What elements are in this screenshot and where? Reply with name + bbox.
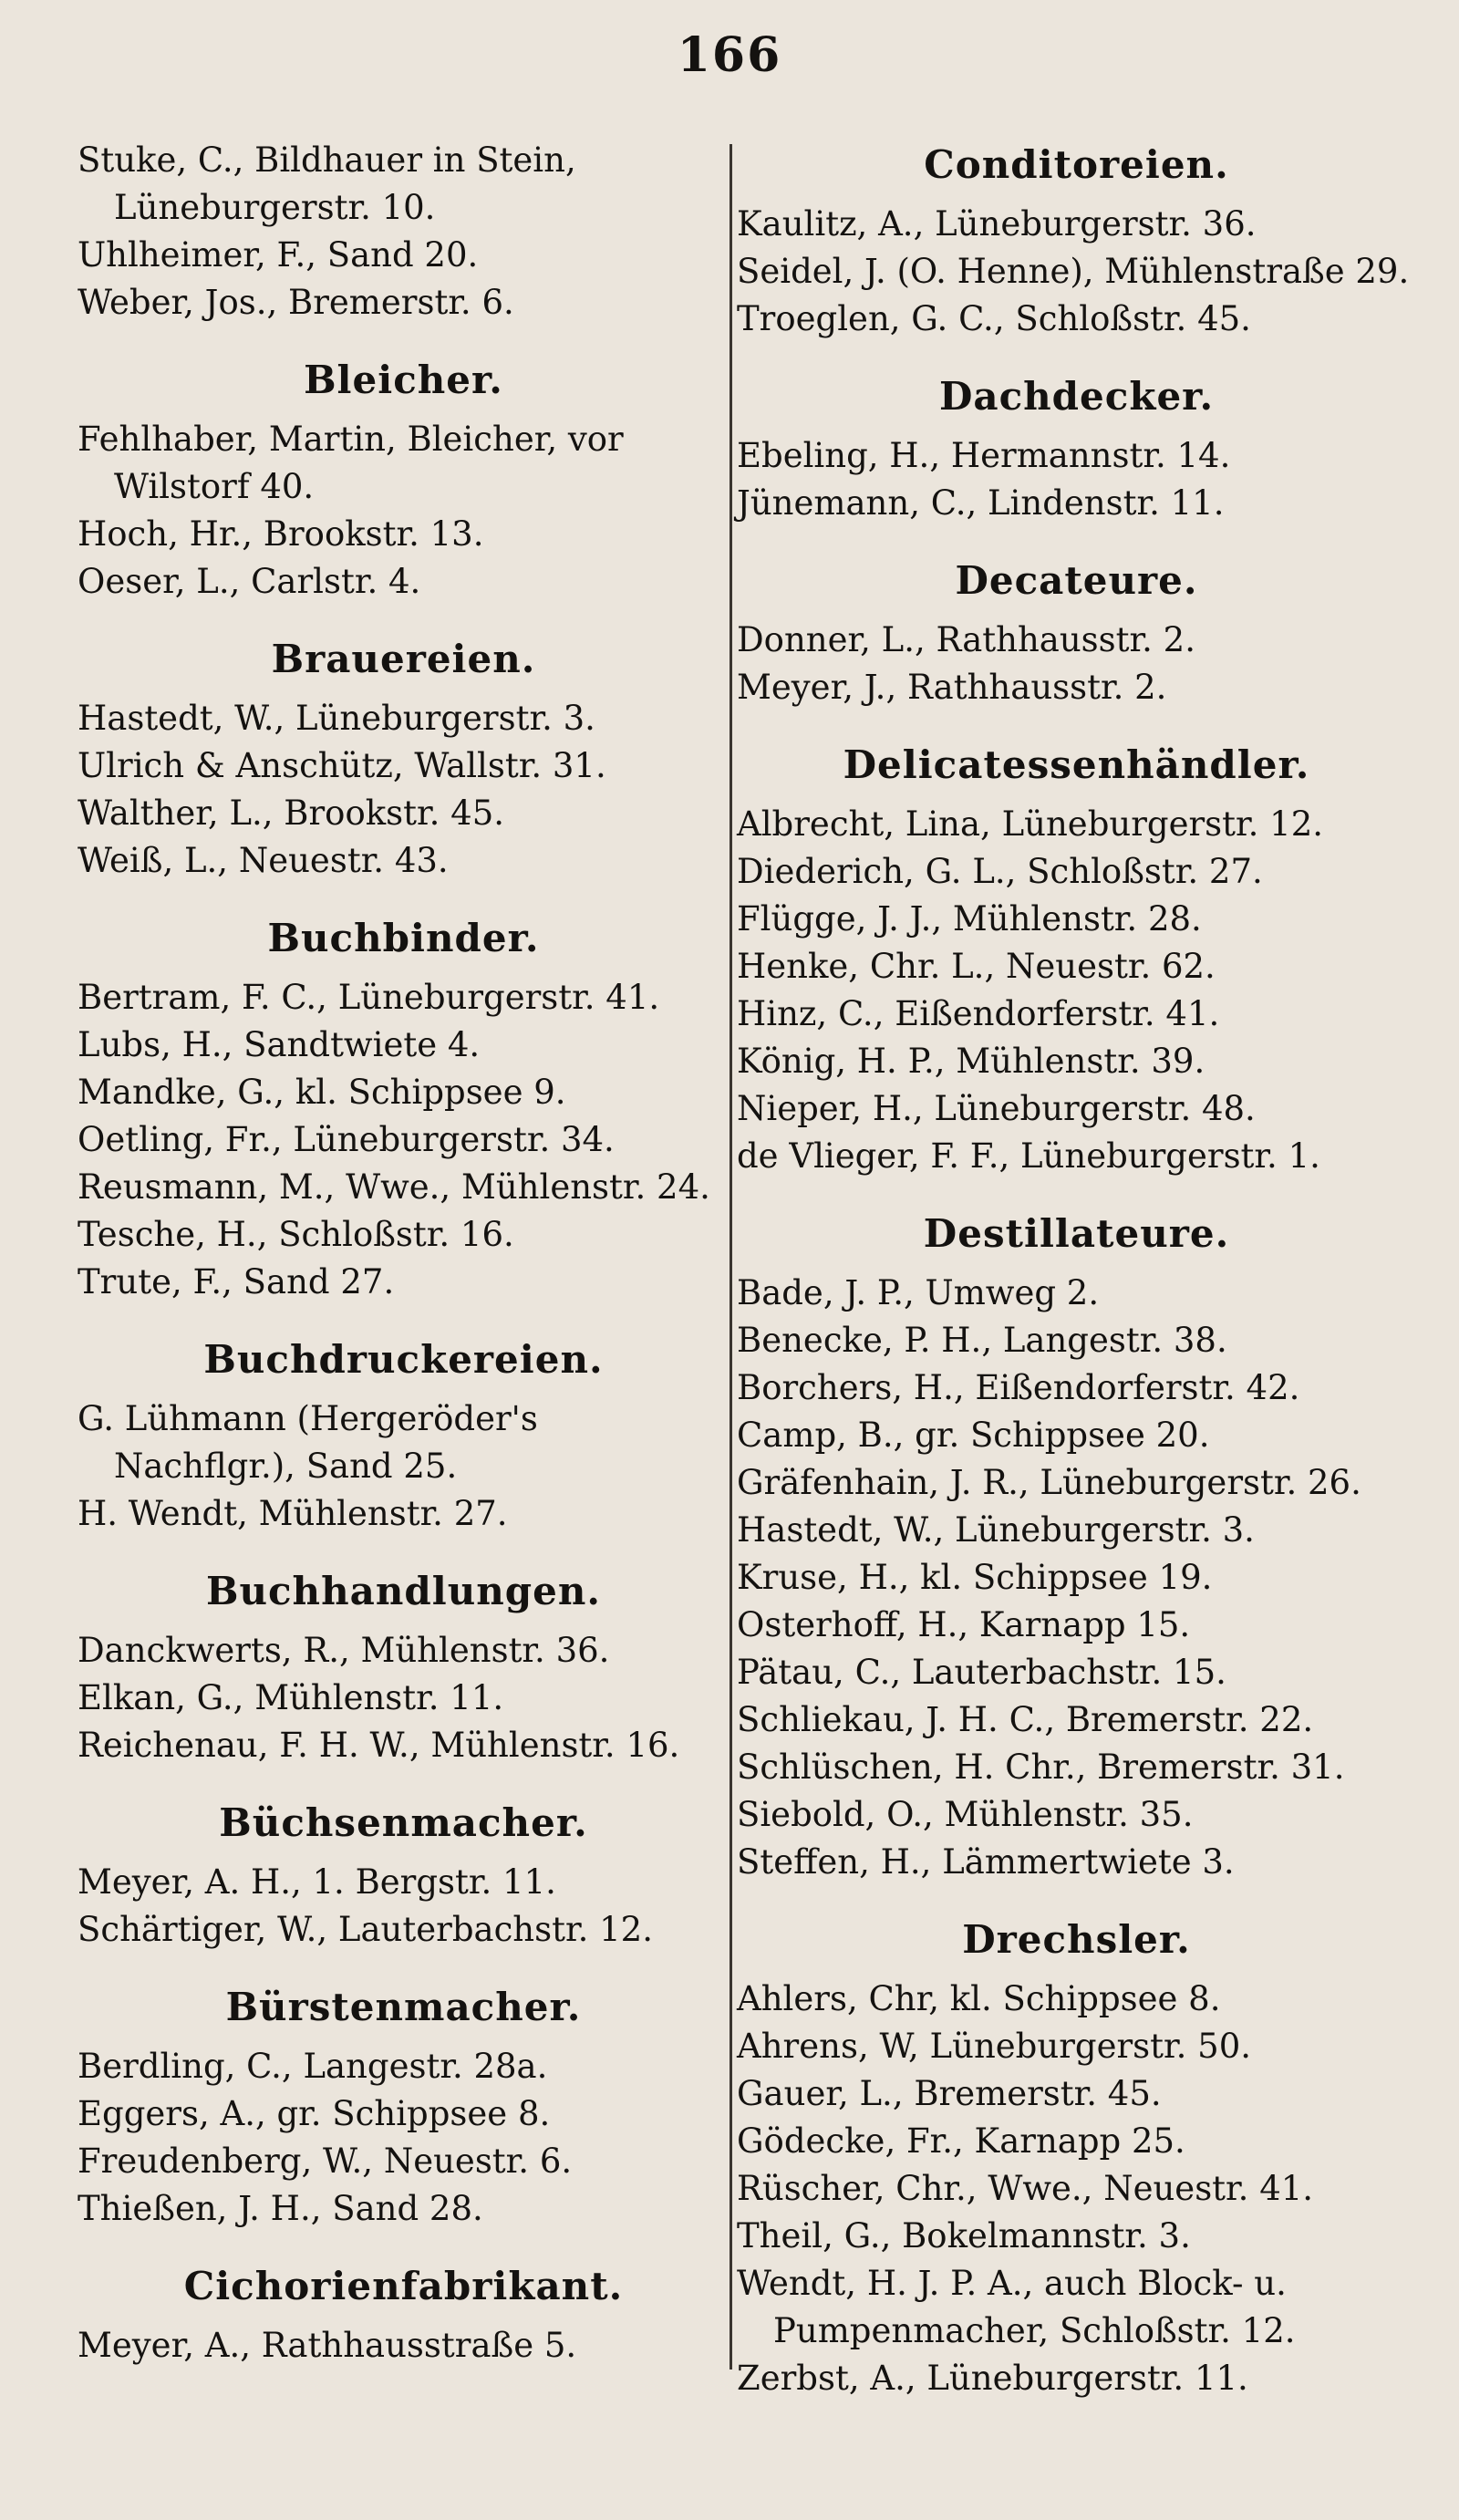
left-column <box>78 137 730 2370</box>
entry: Reichenau, F. H. W., Mühlenstr. 16. <box>78 1726 680 1765</box>
section-decateure <box>737 553 1416 711</box>
entry: Lubs, H., Sandtwiete 4. <box>78 1025 481 1064</box>
section-buchbinder <box>78 910 730 1306</box>
section-heading: Cichorienfabrikant. <box>183 2264 624 2308</box>
entry: Pätau, C., Lauterbachstr. 15. <box>737 1653 1226 1692</box>
section-buchhandlungen <box>78 1563 730 1769</box>
section-heading: Dachdecker. <box>938 374 1215 419</box>
section-dachdecker <box>737 368 1416 527</box>
entry: Meyer, A., Rathhausstraße 5. <box>78 2326 577 2365</box>
entry: Reusmann, M., Wwe., Mühlenstr. 24. <box>78 1167 710 1207</box>
entry: Borchers, H., Eißendorferstr. 42. <box>737 1368 1300 1407</box>
entry: Schliekau, J. H. C., Bremerstr. 22. <box>737 1700 1314 1739</box>
entry: Schlüschen, H. Chr., Bremerstr. 31. <box>737 1747 1345 1787</box>
entry: Ahlers, Chr, kl. Schippsee 8. <box>737 1979 1221 2018</box>
section-bleicher <box>78 352 730 606</box>
entry: Hastedt, W., Lüneburgerstr. 3. <box>737 1510 1255 1550</box>
entry: Hinz, C., Eißendorferstr. 41. <box>737 994 1220 1033</box>
entry: Gauer, L., Bremerstr. 45. <box>737 2074 1162 2113</box>
entry: Steffen, H., Lämmertwiete 3. <box>737 1842 1235 1882</box>
right-column <box>737 137 1416 2402</box>
entry: Eggers, A., gr. Schippsee 8. <box>78 2094 551 2133</box>
entry: Weber, Jos., Bremerstr. 6. <box>78 283 514 322</box>
entry: Zerbst, A., Lüneburgerstr. 11. <box>737 2359 1248 2398</box>
entry: Fehlhaber, Martin, Bleicher, vor Wilstorf 40. <box>78 420 624 506</box>
entry: Thießen, J. H., Sand 28. <box>78 2189 483 2228</box>
entry: Theil, G., Bokelmannstr. 3. <box>737 2216 1191 2256</box>
entry: Albrecht, Lina, Lüneburgerstr. 12. <box>737 804 1324 844</box>
entry: Donner, L., Rathhausstr. 2. <box>737 620 1195 659</box>
entry: Henke, Chr. L., Neuestr. 62. <box>737 947 1216 986</box>
entry: Tesche, H., Schloßstr. 16. <box>78 1215 514 1254</box>
entry: Uhlheimer, F., Sand 20. <box>78 235 479 275</box>
entry: Bade, J. P., Umweg 2. <box>737 1273 1100 1312</box>
section-heading: Buchdruckereien. <box>203 1337 604 1382</box>
entry: Jünemann, C., Lindenstr. 11. <box>737 483 1225 523</box>
entry: de Vlieger, F. F., Lüneburgerstr. 1. <box>737 1136 1320 1176</box>
entry: Elkan, G., Mühlenstr. 11. <box>78 1678 504 1717</box>
section-heading: Delicatessenhändler. <box>843 742 1310 787</box>
section-brauereien <box>78 631 730 885</box>
entry: H. Wendt, Mühlenstr. 27. <box>78 1494 508 1533</box>
section-heading: Buchbinder. <box>267 916 540 960</box>
entry: Oeser, L., Carlstr. 4. <box>78 562 421 601</box>
entry: Meyer, A. H., 1. Bergstr. 11. <box>78 1862 556 1902</box>
entry: Ahrens, W, Lüneburgerstr. 50. <box>737 2027 1251 2066</box>
entry: Nieper, H., Lüneburgerstr. 48. <box>737 1089 1256 1128</box>
page-number: 166 <box>677 27 782 83</box>
entry: Danckwerts, R., Mühlenstr. 36. <box>78 1631 610 1670</box>
entry: Ebeling, H., Hermannstr. 14. <box>737 436 1231 475</box>
entry: Mandke, G., kl. Schippsee 9. <box>78 1073 566 1112</box>
section-heading: Destillateure. <box>923 1211 1230 1256</box>
entry: Kaulitz, A., Lüneburgerstr. 36. <box>737 204 1257 244</box>
section-cichorienfabrikant <box>78 2258 730 2370</box>
entry: Bertram, F. C., Lüneburgerstr. 41. <box>78 978 660 1017</box>
section-heading: Decateure. <box>955 558 1198 603</box>
entry: Hoch, Hr., Brookstr. 13. <box>78 514 484 554</box>
entry: König, H. P., Mühlenstr. 39. <box>737 1042 1205 1081</box>
entry: Siebold, O., Mühlenstr. 35. <box>737 1795 1194 1834</box>
entry: Weiß, L., Neuestr. 43. <box>78 841 449 880</box>
entry: Freudenberg, W., Neuestr. 6. <box>78 2141 573 2181</box>
entry: Wendt, H. J. P. A., auch Block- u. Pumpenmacher, Schloßstr. 12. <box>737 2264 1296 2350</box>
entry: Schärtiger, W., Lauterbachstr. 12. <box>78 1910 653 1949</box>
section-conditoreien <box>737 137 1416 343</box>
entry: Kruse, H., kl. Schippsee 19. <box>737 1558 1213 1597</box>
entry: Benecke, P. H., Langestr. 38. <box>737 1321 1227 1360</box>
section-heading: Drechsler. <box>962 1917 1191 1962</box>
entry: Gödecke, Fr., Karnapp 25. <box>737 2121 1185 2161</box>
entry: Trute, F., Sand 27. <box>78 1262 395 1301</box>
entry: Camp, B., gr. Schippsee 20. <box>737 1416 1210 1455</box>
section-delicatessenhaendler <box>737 737 1416 1180</box>
entry: G. Lühmann (Hergeröder's Nachflgr.), Sand 25. <box>78 1399 538 1486</box>
column-divider <box>730 144 732 2370</box>
entry: Diederich, G. L., Schloßstr. 27. <box>737 852 1263 891</box>
entry: Osterhoff, H., Karnapp 15. <box>737 1605 1191 1644</box>
section-heading: Bürstenmacher. <box>225 1985 582 2029</box>
section-heading: Buchhandlungen. <box>205 1569 602 1613</box>
entry: Stuke, C., Bildhauer in Stein, Lüneburgerstr. 10. <box>78 140 576 227</box>
section-heading: Bleicher. <box>304 358 503 402</box>
section-heading: Büchsenmacher. <box>219 1800 588 1845</box>
entry: Meyer, J., Rathhausstr. 2. <box>737 668 1167 707</box>
section-continued <box>78 137 730 327</box>
section-buerstenmacher <box>78 1979 730 2233</box>
entry: Seidel, J. (O. Henne), Mühlenstraße 29. <box>737 252 1410 291</box>
entry: Flügge, J. J., Mühlenstr. 28. <box>737 899 1202 939</box>
section-destillateure <box>737 1206 1416 1886</box>
entry: Gräfenhain, J. R., Lüneburgerstr. 26. <box>737 1463 1361 1502</box>
entry: Ulrich & Anschütz, Wallstr. 31. <box>78 746 606 785</box>
section-buechsenmacher <box>78 1795 730 1954</box>
entry: Hastedt, W., Lüneburgerstr. 3. <box>78 699 595 738</box>
section-heading: Brauereien. <box>271 637 536 681</box>
entry: Berdling, C., Langestr. 28a. <box>78 2047 548 2086</box>
section-heading: Conditoreien. <box>924 142 1229 187</box>
section-drechsler <box>737 1912 1416 2402</box>
entry: Rüscher, Chr., Wwe., Neuestr. 41. <box>737 2169 1314 2208</box>
entry: Oetling, Fr., Lüneburgerstr. 34. <box>78 1120 615 1159</box>
entry: Troeglen, G. C., Schloßstr. 45. <box>737 299 1251 338</box>
entry: Walther, L., Brookstr. 45. <box>78 793 504 833</box>
section-buchdruckereien <box>78 1332 730 1538</box>
